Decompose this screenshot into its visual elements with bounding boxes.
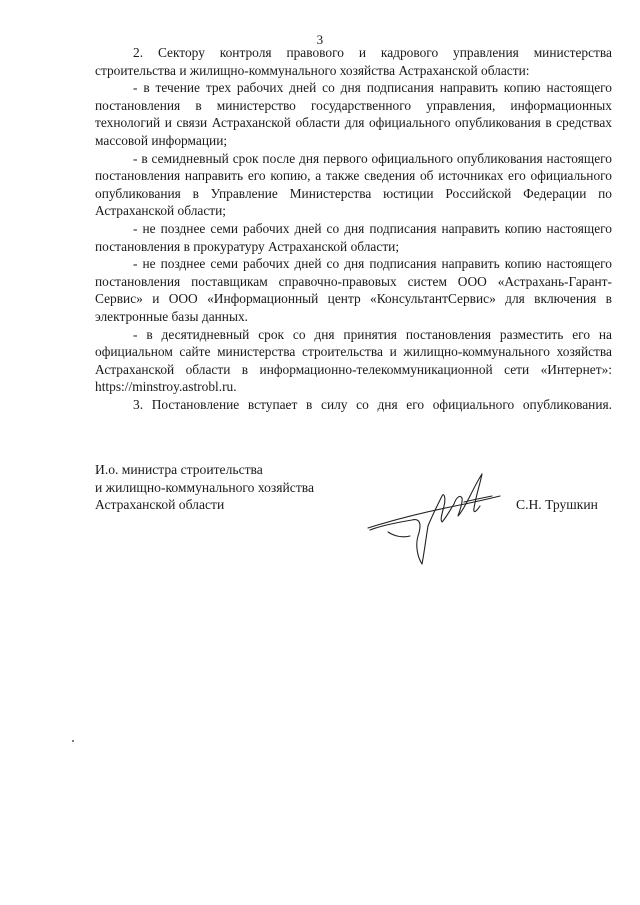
signer-position-line: и жилищно-коммунального хозяйства xyxy=(95,479,315,495)
paragraph-clause-3: 3. Постановление вступает в силу со дня его официального опубликования. xyxy=(133,396,612,412)
stray-dot-mark xyxy=(72,740,74,742)
signer-position-line: И.о. министра строительства xyxy=(95,462,263,477)
signer-position xyxy=(95,461,314,514)
paragraph-item-prosecutor: - не позднее семи рабочих дней со дня подписания направить копию настоящего постановления в прокуратуру Астраханской области; xyxy=(95,220,612,254)
signer-name: С.Н. Трушкин xyxy=(516,497,598,512)
paragraph-item-justice: - в семидневный срок после дня первого официального опубликования настоящего постановления направить его копию, а также сведения об источниках его официального опубликования в Управление Министерства юстиции Российской Федерации по Астраханской области; xyxy=(95,150,612,219)
paragraph-clause-2: 2. Сектору контроля правового и кадрового управления министерства строительства и жилищно-коммунального хозяйства Астраханской области: xyxy=(95,45,612,78)
paragraph-item-website: - в десятидневный срок со дня принятия постановления разместить его на официальном сайте министерства строительства и жилищно-коммунального хозяйства Астраханской области в информационно-телекоммуникационной сети «Интернет»: https://minstroy.astrobl.ru. xyxy=(95,326,612,395)
document-body xyxy=(95,44,612,413)
signature-block xyxy=(95,461,612,571)
signer-position-line: Астраханской области xyxy=(95,497,225,513)
page-number: 3 xyxy=(316,32,324,47)
handwritten-signature xyxy=(360,466,510,571)
paragraph-item-publication: - в течение трех рабочих дней со дня подписания направить копию настоящего постановления в министерство государственного управления, информационных технологий и связи Астраханской области для официального опубликования в средствах массовой информации; xyxy=(95,80,612,148)
paragraph-item-legal-systems: - не позднее семи рабочих дней со дня подписания направить копию настоящего постановления поставщикам справочно-правовых систем ООО «Астрахань-Гарант-Сервис» и ООО «Информационный центр «КонсультантСервис» для включения в электронные базы данных. xyxy=(95,256,612,324)
